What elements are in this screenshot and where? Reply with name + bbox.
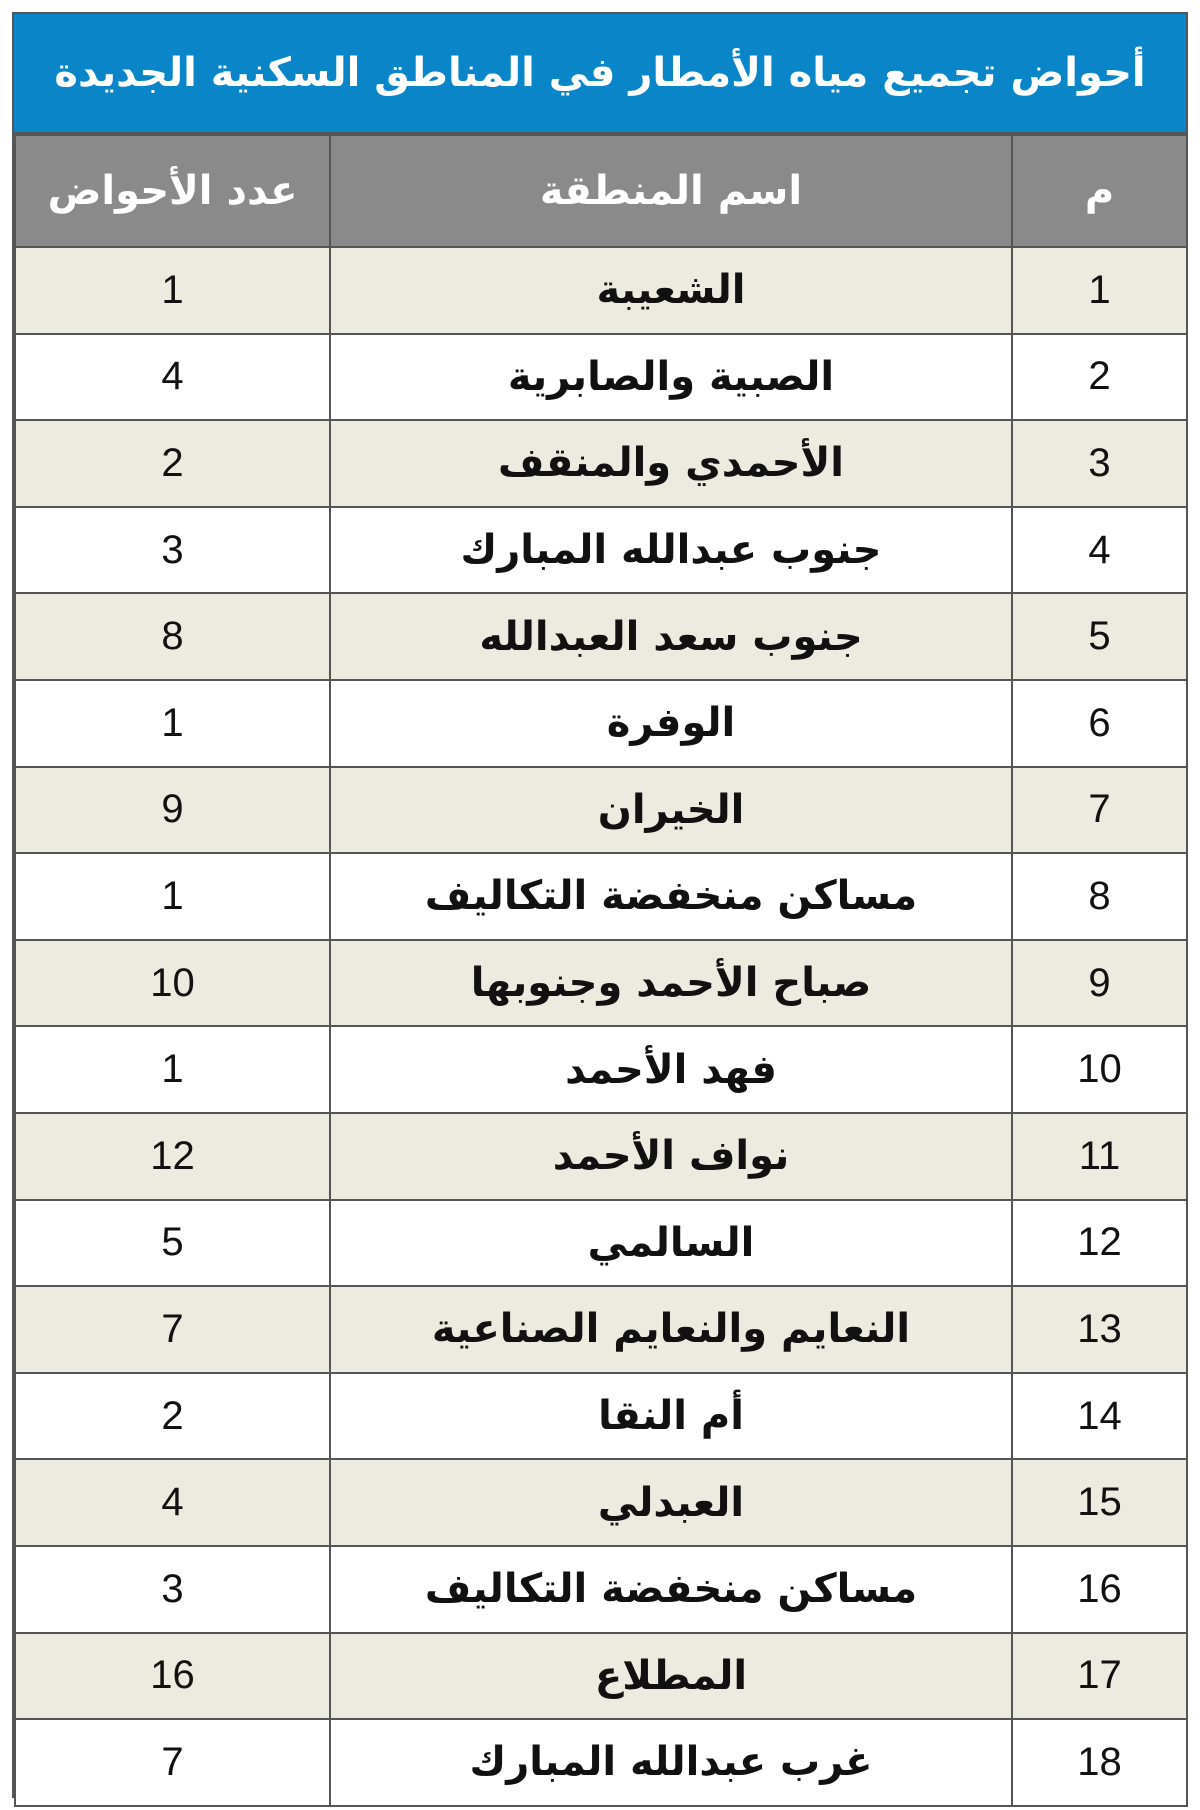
row-number: 6 (1012, 680, 1187, 767)
row-basin-count: 2 (15, 420, 330, 507)
row-basin-count: 9 (15, 767, 330, 854)
row-basin-count: 16 (15, 1633, 330, 1720)
row-area-name: الشعيبة (330, 247, 1012, 334)
row-number: 8 (1012, 853, 1187, 940)
row-basin-count: 2 (15, 1373, 330, 1460)
table-row (15, 1373, 1187, 1460)
table-row (15, 1026, 1187, 1113)
row-number: 3 (1012, 420, 1187, 507)
row-basin-count: 10 (15, 940, 330, 1027)
row-area-name: السالمي (330, 1200, 1012, 1287)
table-row (15, 680, 1187, 767)
row-basin-count: 12 (15, 1113, 330, 1200)
row-area-name: الخيران (330, 767, 1012, 854)
row-area-name: نواف الأحمد (330, 1113, 1012, 1200)
row-number: 13 (1012, 1286, 1187, 1373)
row-basin-count: 8 (15, 593, 330, 680)
row-area-name: فهد الأحمد (330, 1026, 1012, 1113)
row-number: 5 (1012, 593, 1187, 680)
row-number: 14 (1012, 1373, 1187, 1460)
header-basin-count: عدد الأحواض (15, 135, 330, 247)
row-area-name: جنوب عبدالله المبارك (330, 507, 1012, 594)
table-row (15, 940, 1187, 1027)
table-row (15, 1113, 1187, 1200)
row-basin-count: 4 (15, 1459, 330, 1546)
row-area-name: العبدلي (330, 1459, 1012, 1546)
row-basin-count: 1 (15, 680, 330, 767)
table-row (15, 1719, 1187, 1806)
table-row (15, 420, 1187, 507)
row-area-name: الصبية والصابرية (330, 334, 1012, 421)
row-area-name: الوفرة (330, 680, 1012, 767)
row-number: 16 (1012, 1546, 1187, 1633)
row-number: 9 (1012, 940, 1187, 1027)
header-area-name: اسم المنطقة (330, 135, 1012, 247)
row-number: 11 (1012, 1113, 1187, 1200)
row-number: 4 (1012, 507, 1187, 594)
page-title: أحواض تجميع مياه الأمطار في المناطق السكنية الجديدة (14, 14, 1186, 134)
row-area-name: النعايم والنعايم الصناعية (330, 1286, 1012, 1373)
table-row (15, 1546, 1187, 1633)
table-row (15, 767, 1187, 854)
row-basin-count: 4 (15, 334, 330, 421)
header-row (15, 135, 1187, 247)
row-basin-count: 7 (15, 1286, 330, 1373)
table-row (15, 1200, 1187, 1287)
rain-basins-table (14, 134, 1188, 1807)
row-number: 10 (1012, 1026, 1187, 1113)
row-area-name: صباح الأحمد وجنوبها (330, 940, 1012, 1027)
row-basin-count: 3 (15, 507, 330, 594)
row-basin-count: 7 (15, 1719, 330, 1806)
row-area-name: المطلاع (330, 1633, 1012, 1720)
table-row (15, 334, 1187, 421)
table-row (15, 1633, 1187, 1720)
row-area-name: الأحمدي والمنقف (330, 420, 1012, 507)
row-number: 7 (1012, 767, 1187, 854)
row-basin-count: 3 (15, 1546, 330, 1633)
row-area-name: أم النقا (330, 1373, 1012, 1460)
header-number: م (1012, 135, 1187, 247)
row-number: 17 (1012, 1633, 1187, 1720)
table-frame (12, 12, 1188, 1798)
row-basin-count: 1 (15, 853, 330, 940)
table-row (15, 1286, 1187, 1373)
row-area-name: مساكن منخفضة التكاليف (330, 853, 1012, 940)
row-basin-count: 1 (15, 1026, 330, 1113)
row-basin-count: 5 (15, 1200, 330, 1287)
row-number: 12 (1012, 1200, 1187, 1287)
row-area-name: غرب عبدالله المبارك (330, 1719, 1012, 1806)
row-number: 2 (1012, 334, 1187, 421)
row-area-name: مساكن منخفضة التكاليف (330, 1546, 1012, 1633)
row-number: 1 (1012, 247, 1187, 334)
row-area-name: جنوب سعد العبدالله (330, 593, 1012, 680)
table-row (15, 593, 1187, 680)
table-row (15, 1459, 1187, 1546)
table-row (15, 507, 1187, 594)
row-basin-count: 1 (15, 247, 330, 334)
table-row (15, 247, 1187, 334)
row-number: 18 (1012, 1719, 1187, 1806)
table-row (15, 853, 1187, 940)
row-number: 15 (1012, 1459, 1187, 1546)
